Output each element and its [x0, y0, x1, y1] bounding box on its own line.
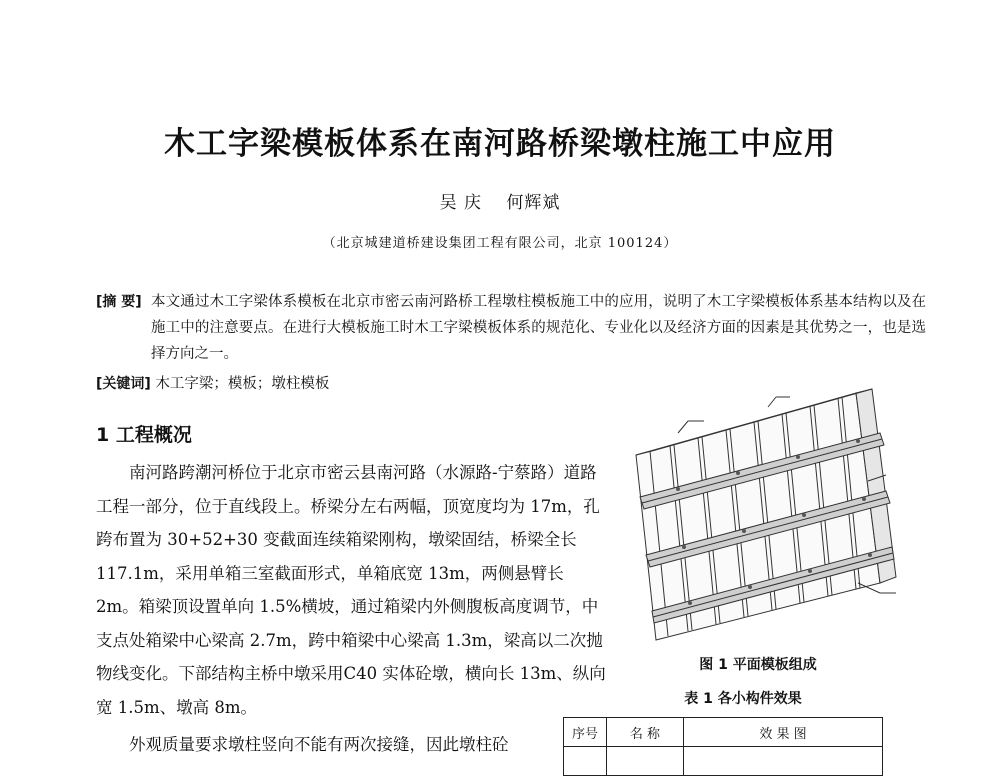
abstract-text: 本文通过木工字梁体系模板在北京市密云南河路桥工程墩柱模板施工中的应用，说明了木工字梁模板体系基本结构以及在施工中的注意要点。在进行大模板施工时木工字梁模板体系的规范化、专业化以及经济方面的因素是其优势之一，也是选择方向之一。	[151, 294, 926, 362]
table-header-cell: 名 称	[607, 718, 684, 747]
author-list	[0, 188, 1000, 213]
keywords-text: 木工字梁；模板；墩柱模板	[155, 376, 330, 392]
paper-title: 木工字梁模板体系在南河路桥梁墩柱施工中应用	[164, 126, 836, 162]
table-cell	[607, 747, 684, 776]
components-table	[563, 717, 883, 776]
keywords-label: [关键词]	[96, 376, 151, 392]
section-heading: 1 工程概况	[96, 424, 192, 446]
table-header-row	[564, 718, 883, 747]
affiliation: （北京城建道桥建设集团工程有限公司，北京 100124）	[322, 236, 678, 251]
table-caption: 表 1 各小构件效果	[684, 691, 802, 707]
table-header-cell: 序号	[564, 718, 607, 747]
keywords	[96, 372, 329, 393]
table-cell	[684, 747, 883, 776]
table-header-cell: 效 果 图	[684, 718, 883, 747]
author-name: 何辉斌	[506, 193, 561, 213]
table-row	[564, 747, 883, 776]
formwork-figure	[618, 385, 898, 653]
figure-caption: 图 1 平面模板组成	[699, 657, 817, 673]
abstract	[96, 289, 926, 367]
table-cell	[564, 747, 607, 776]
paragraph: 外观质量要求墩柱竖向不能有两次接缝，因此墩柱砼	[129, 735, 509, 754]
paragraph: 南河路跨潮河桥位于北京市密云县南河路（水源路-宁蔡路）道路工程一部分，位于直线段上。桥梁分左右两幅，顶宽度均为 17m，孔跨布置为 30+52+30 变截面连续箱梁刚构，墩梁固结，桥梁全长 117.1m，采用单箱三室截面形式，单箱底宽 13m，两侧悬臂长 2m。箱梁顶设置单向 1.5%横坡，通过箱梁内外侧腹板高度调节，中支点处箱梁中心梁高 2.7m，跨中箱梁中心梁高 1.3m，梁高以二次抛物线变化。下部结构主桥中墩采用C40 实体砼墩，横向长 13m、纵向宽 1.5m、墩高 8m。	[96, 463, 606, 717]
abstract-label: [摘 要]	[96, 294, 142, 310]
body-text	[96, 456, 608, 762]
author-name: 吴 庆	[439, 193, 482, 213]
